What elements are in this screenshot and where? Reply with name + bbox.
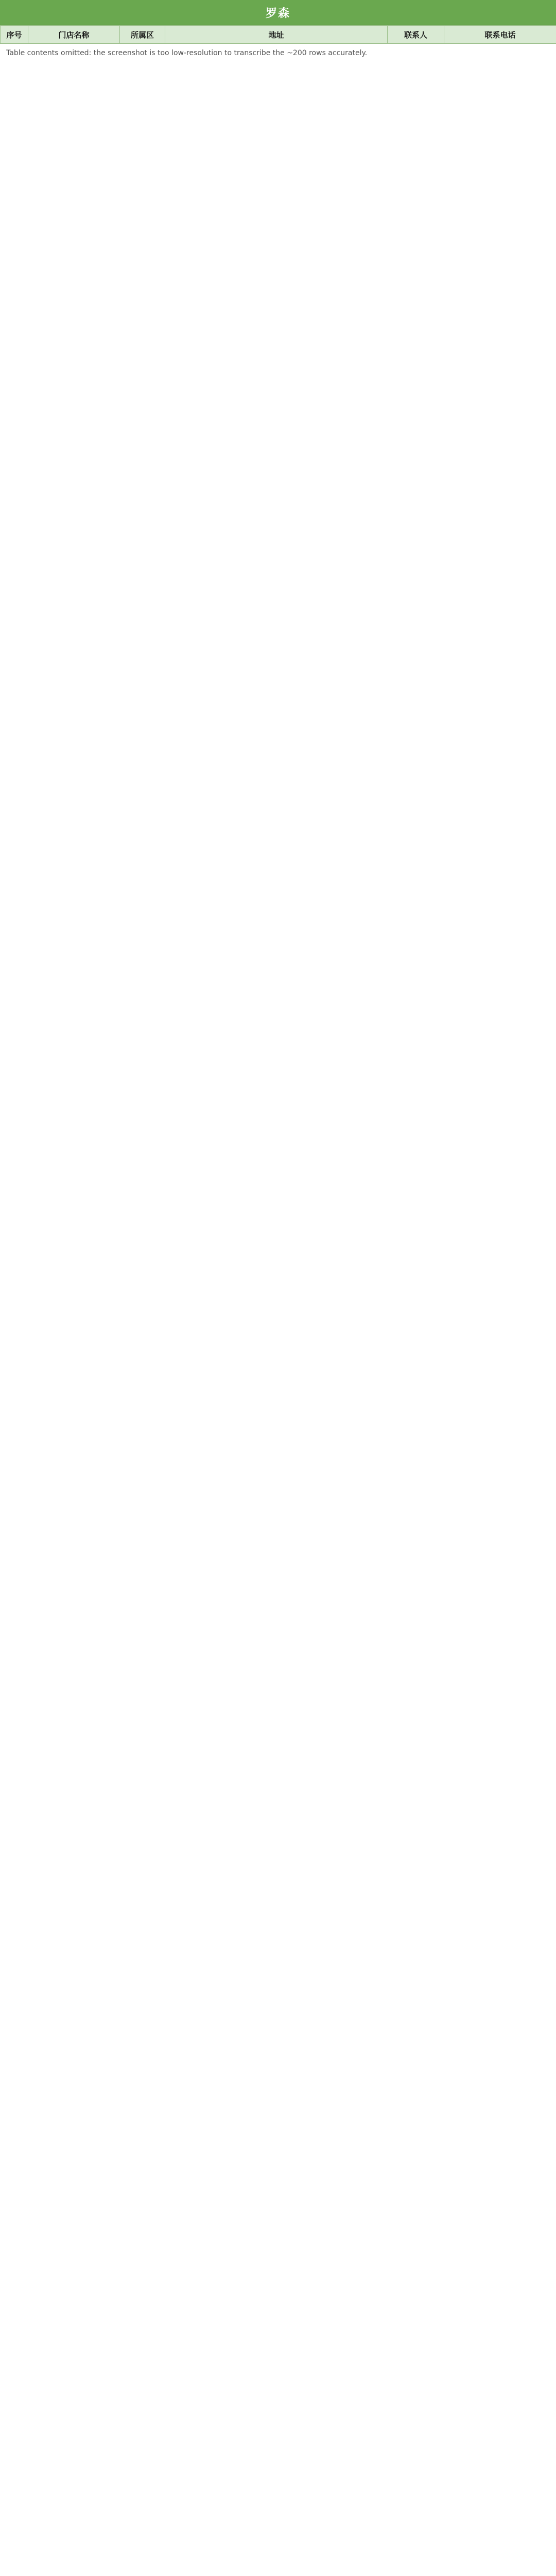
header-no: 序号 [1, 26, 28, 44]
page [0, 0, 556, 62]
header-name: 门店名称 [28, 26, 120, 44]
header-district: 所属区 [120, 26, 165, 44]
page-title-text: 罗森 [265, 7, 290, 20]
transcription-note: Table contents omitted: the screenshot is too low-resolution to transcribe the ~200 rows accurately. [6, 49, 368, 57]
page-title [0, 0, 556, 25]
header-contact: 联系人 [388, 26, 444, 44]
header-address: 地址 [165, 26, 388, 44]
table-header-row [1, 26, 556, 44]
header-phone: 联系电话 [444, 26, 556, 44]
store-table [0, 25, 556, 44]
table-header [1, 26, 556, 44]
